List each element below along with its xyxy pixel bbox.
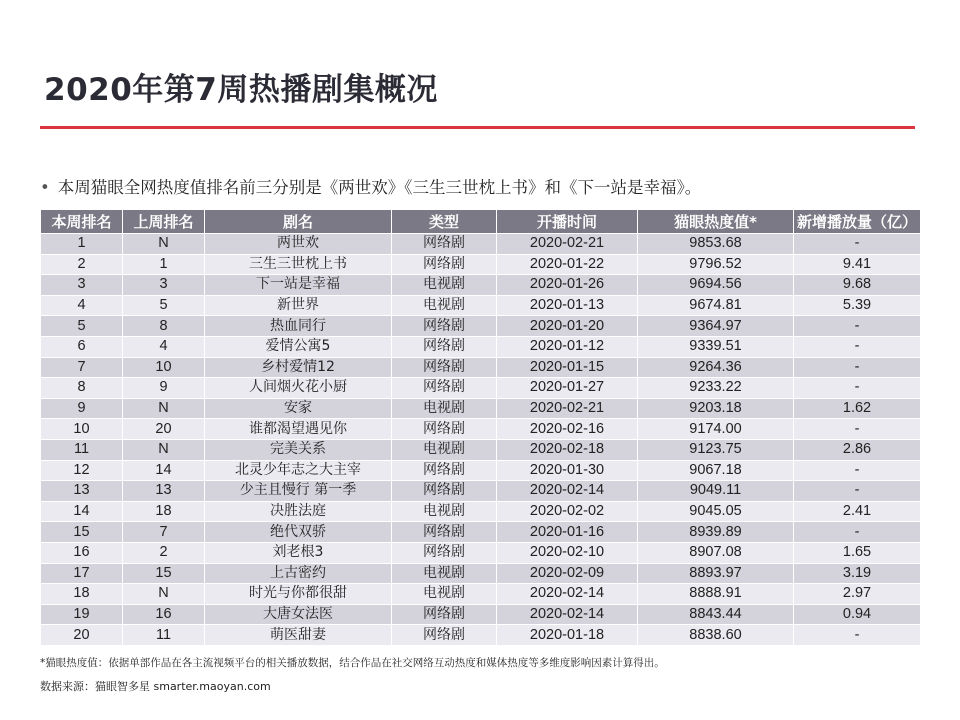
cell-this-week-rank: 7 — [41, 357, 123, 378]
cell-heat-value: 9674.81 — [638, 295, 794, 316]
cell-this-week-rank: 1 — [41, 234, 123, 255]
cell-last-week-rank: 7 — [123, 522, 205, 543]
table-row — [41, 460, 921, 481]
cell-new-plays: 2.97 — [794, 584, 921, 605]
cell-drama-name: 萌医甜妻 — [205, 625, 392, 646]
cell-type: 网络剧 — [392, 542, 497, 563]
cell-last-week-rank: 14 — [123, 460, 205, 481]
cell-new-plays: 5.39 — [794, 295, 921, 316]
cell-type: 电视剧 — [392, 295, 497, 316]
cell-type: 网络剧 — [392, 378, 497, 399]
table-row — [41, 584, 921, 605]
cell-drama-name: 人间烟火花小厨 — [205, 378, 392, 399]
table-header-row — [41, 210, 921, 234]
cell-last-week-rank: 4 — [123, 336, 205, 357]
cell-last-week-rank: 9 — [123, 378, 205, 399]
header-drama-name: 剧名 — [205, 210, 392, 234]
table-row — [41, 234, 921, 255]
cell-this-week-rank: 8 — [41, 378, 123, 399]
cell-this-week-rank: 3 — [41, 275, 123, 296]
cell-heat-value: 9067.18 — [638, 460, 794, 481]
cell-type: 网络剧 — [392, 336, 497, 357]
cell-last-week-rank: N — [123, 439, 205, 460]
cell-heat-value: 9364.97 — [638, 316, 794, 337]
cell-new-plays: - — [794, 481, 921, 502]
cell-premiere-date: 2020-01-26 — [497, 275, 638, 296]
cell-type: 电视剧 — [392, 398, 497, 419]
table-row — [41, 295, 921, 316]
cell-premiere-date: 2020-01-16 — [497, 522, 638, 543]
cell-this-week-rank: 18 — [41, 584, 123, 605]
cell-premiere-date: 2020-01-22 — [497, 254, 638, 275]
cell-heat-value: 9796.52 — [638, 254, 794, 275]
cell-heat-value: 9339.51 — [638, 336, 794, 357]
cell-this-week-rank: 9 — [41, 398, 123, 419]
cell-new-plays: - — [794, 625, 921, 646]
cell-new-plays: 1.65 — [794, 542, 921, 563]
cell-premiere-date: 2020-02-21 — [497, 234, 638, 255]
cell-type: 电视剧 — [392, 275, 497, 296]
cell-this-week-rank: 11 — [41, 439, 123, 460]
cell-last-week-rank: 1 — [123, 254, 205, 275]
cell-this-week-rank: 17 — [41, 563, 123, 584]
table-row — [41, 481, 921, 502]
cell-type: 电视剧 — [392, 439, 497, 460]
cell-type: 网络剧 — [392, 316, 497, 337]
table-row — [41, 254, 921, 275]
cell-premiere-date: 2020-01-27 — [497, 378, 638, 399]
table-row — [41, 275, 921, 296]
cell-this-week-rank: 12 — [41, 460, 123, 481]
cell-type: 网络剧 — [392, 604, 497, 625]
header-heat-value: 猫眼热度值* — [638, 210, 794, 234]
cell-type: 网络剧 — [392, 254, 497, 275]
cell-type: 网络剧 — [392, 481, 497, 502]
cell-this-week-rank: 15 — [41, 522, 123, 543]
cell-type: 网络剧 — [392, 460, 497, 481]
cell-premiere-date: 2020-02-14 — [497, 604, 638, 625]
cell-heat-value: 8888.91 — [638, 584, 794, 605]
cell-new-plays: 9.68 — [794, 275, 921, 296]
footnote: *猫眼热度值：依据单部作品在各主流视频平台的相关播放数据，结合作品在社交网络互动热度和媒体热度等多维度影响因素计算得出。 — [40, 657, 665, 669]
cell-last-week-rank: N — [123, 584, 205, 605]
table-row — [41, 419, 921, 440]
cell-heat-value: 9203.18 — [638, 398, 794, 419]
cell-last-week-rank: 5 — [123, 295, 205, 316]
cell-this-week-rank: 20 — [41, 625, 123, 646]
table-row — [41, 604, 921, 625]
cell-premiere-date: 2020-02-10 — [497, 542, 638, 563]
cell-heat-value: 9233.22 — [638, 378, 794, 399]
cell-last-week-rank: 2 — [123, 542, 205, 563]
cell-drama-name: 热血同行 — [205, 316, 392, 337]
cell-type: 网络剧 — [392, 522, 497, 543]
cell-premiere-date: 2020-01-18 — [497, 625, 638, 646]
cell-premiere-date: 2020-01-20 — [497, 316, 638, 337]
cell-premiere-date: 2020-01-13 — [497, 295, 638, 316]
cell-last-week-rank: 18 — [123, 501, 205, 522]
table-row — [41, 398, 921, 419]
cell-drama-name: 乡村爱情12 — [205, 357, 392, 378]
summary-text: 本周猫眼全网热度值排名前三分别是《两世欢》《三生三世枕上书》和《下一站是幸福》。 — [57, 178, 702, 197]
cell-type: 电视剧 — [392, 501, 497, 522]
table-row — [41, 563, 921, 584]
cell-premiere-date: 2020-02-16 — [497, 419, 638, 440]
header-premiere-date: 开播时间 — [497, 210, 638, 234]
cell-this-week-rank: 2 — [41, 254, 123, 275]
cell-new-plays: - — [794, 522, 921, 543]
cell-premiere-date: 2020-01-15 — [497, 357, 638, 378]
cell-drama-name: 三生三世枕上书 — [205, 254, 392, 275]
cell-last-week-rank: 3 — [123, 275, 205, 296]
cell-heat-value: 9045.05 — [638, 501, 794, 522]
table-row — [41, 542, 921, 563]
cell-drama-name: 决胜法庭 — [205, 501, 392, 522]
cell-this-week-rank: 4 — [41, 295, 123, 316]
table-row — [41, 625, 921, 646]
data-source: 数据来源：猫眼智多星 smarter.maoyan.com — [40, 680, 271, 693]
cell-drama-name: 少主且慢行 第一季 — [205, 481, 392, 502]
cell-last-week-rank: N — [123, 234, 205, 255]
cell-this-week-rank: 13 — [41, 481, 123, 502]
cell-last-week-rank: 15 — [123, 563, 205, 584]
cell-type: 电视剧 — [392, 563, 497, 584]
cell-last-week-rank: 16 — [123, 604, 205, 625]
cell-drama-name: 时光与你都很甜 — [205, 584, 392, 605]
cell-last-week-rank: 10 — [123, 357, 205, 378]
cell-drama-name: 刘老根3 — [205, 542, 392, 563]
cell-new-plays: 9.41 — [794, 254, 921, 275]
table-row — [41, 439, 921, 460]
cell-drama-name: 大唐女法医 — [205, 604, 392, 625]
table-row — [41, 336, 921, 357]
cell-heat-value: 9264.36 — [638, 357, 794, 378]
cell-drama-name: 上古密约 — [205, 563, 392, 584]
header-new-plays: 新增播放量（亿） — [794, 210, 921, 234]
cell-last-week-rank: 8 — [123, 316, 205, 337]
table-row — [41, 501, 921, 522]
cell-last-week-rank: 13 — [123, 481, 205, 502]
cell-new-plays: - — [794, 234, 921, 255]
cell-heat-value: 8843.44 — [638, 604, 794, 625]
cell-heat-value: 9853.68 — [638, 234, 794, 255]
cell-new-plays: - — [794, 419, 921, 440]
cell-new-plays: 2.41 — [794, 501, 921, 522]
cell-this-week-rank: 16 — [41, 542, 123, 563]
cell-type: 网络剧 — [392, 625, 497, 646]
cell-new-plays: - — [794, 336, 921, 357]
cell-last-week-rank: N — [123, 398, 205, 419]
table-body — [41, 234, 921, 646]
cell-type: 网络剧 — [392, 357, 497, 378]
bullet-dot-icon: • — [40, 178, 50, 197]
header-type: 类型 — [392, 210, 497, 234]
cell-premiere-date: 2020-02-21 — [497, 398, 638, 419]
cell-heat-value: 9174.00 — [638, 419, 794, 440]
cell-premiere-date: 2020-02-14 — [497, 584, 638, 605]
table-row — [41, 316, 921, 337]
cell-drama-name: 新世界 — [205, 295, 392, 316]
cell-last-week-rank: 20 — [123, 419, 205, 440]
cell-this-week-rank: 10 — [41, 419, 123, 440]
cell-new-plays: 2.86 — [794, 439, 921, 460]
cell-premiere-date: 2020-02-14 — [497, 481, 638, 502]
cell-heat-value: 9694.56 — [638, 275, 794, 296]
ranking-table — [40, 209, 921, 646]
cell-new-plays: - — [794, 357, 921, 378]
cell-drama-name: 两世欢 — [205, 234, 392, 255]
cell-drama-name: 绝代双骄 — [205, 522, 392, 543]
summary-bullet — [40, 174, 701, 198]
cell-new-plays: 3.19 — [794, 563, 921, 584]
cell-new-plays: - — [794, 460, 921, 481]
header-last-week-rank: 上周排名 — [123, 210, 205, 234]
cell-drama-name: 爱情公寓5 — [205, 336, 392, 357]
cell-drama-name: 完美关系 — [205, 439, 392, 460]
cell-last-week-rank: 11 — [123, 625, 205, 646]
cell-heat-value: 9123.75 — [638, 439, 794, 460]
cell-premiere-date: 2020-02-18 — [497, 439, 638, 460]
cell-premiere-date: 2020-01-12 — [497, 336, 638, 357]
cell-drama-name: 谁都渴望遇见你 — [205, 419, 392, 440]
cell-premiere-date: 2020-02-09 — [497, 563, 638, 584]
cell-new-plays: - — [794, 378, 921, 399]
page-title: 2020年第7周热播剧集概况 — [44, 72, 438, 108]
cell-heat-value: 8907.08 — [638, 542, 794, 563]
cell-type: 网络剧 — [392, 234, 497, 255]
cell-this-week-rank: 5 — [41, 316, 123, 337]
cell-heat-value: 8893.97 — [638, 563, 794, 584]
cell-premiere-date: 2020-01-30 — [497, 460, 638, 481]
cell-drama-name: 北灵少年志之大主宰 — [205, 460, 392, 481]
cell-new-plays: 0.94 — [794, 604, 921, 625]
cell-drama-name: 下一站是幸福 — [205, 275, 392, 296]
cell-new-plays: 1.62 — [794, 398, 921, 419]
cell-premiere-date: 2020-02-02 — [497, 501, 638, 522]
title-divider — [40, 126, 915, 129]
cell-this-week-rank: 14 — [41, 501, 123, 522]
cell-new-plays: - — [794, 316, 921, 337]
cell-this-week-rank: 19 — [41, 604, 123, 625]
cell-heat-value: 9049.11 — [638, 481, 794, 502]
cell-heat-value: 8939.89 — [638, 522, 794, 543]
cell-drama-name: 安家 — [205, 398, 392, 419]
cell-type: 电视剧 — [392, 584, 497, 605]
table-row — [41, 378, 921, 399]
cell-type: 网络剧 — [392, 419, 497, 440]
table-row — [41, 357, 921, 378]
header-this-week-rank: 本周排名 — [41, 210, 123, 234]
cell-heat-value: 8838.60 — [638, 625, 794, 646]
cell-this-week-rank: 6 — [41, 336, 123, 357]
table-row — [41, 522, 921, 543]
